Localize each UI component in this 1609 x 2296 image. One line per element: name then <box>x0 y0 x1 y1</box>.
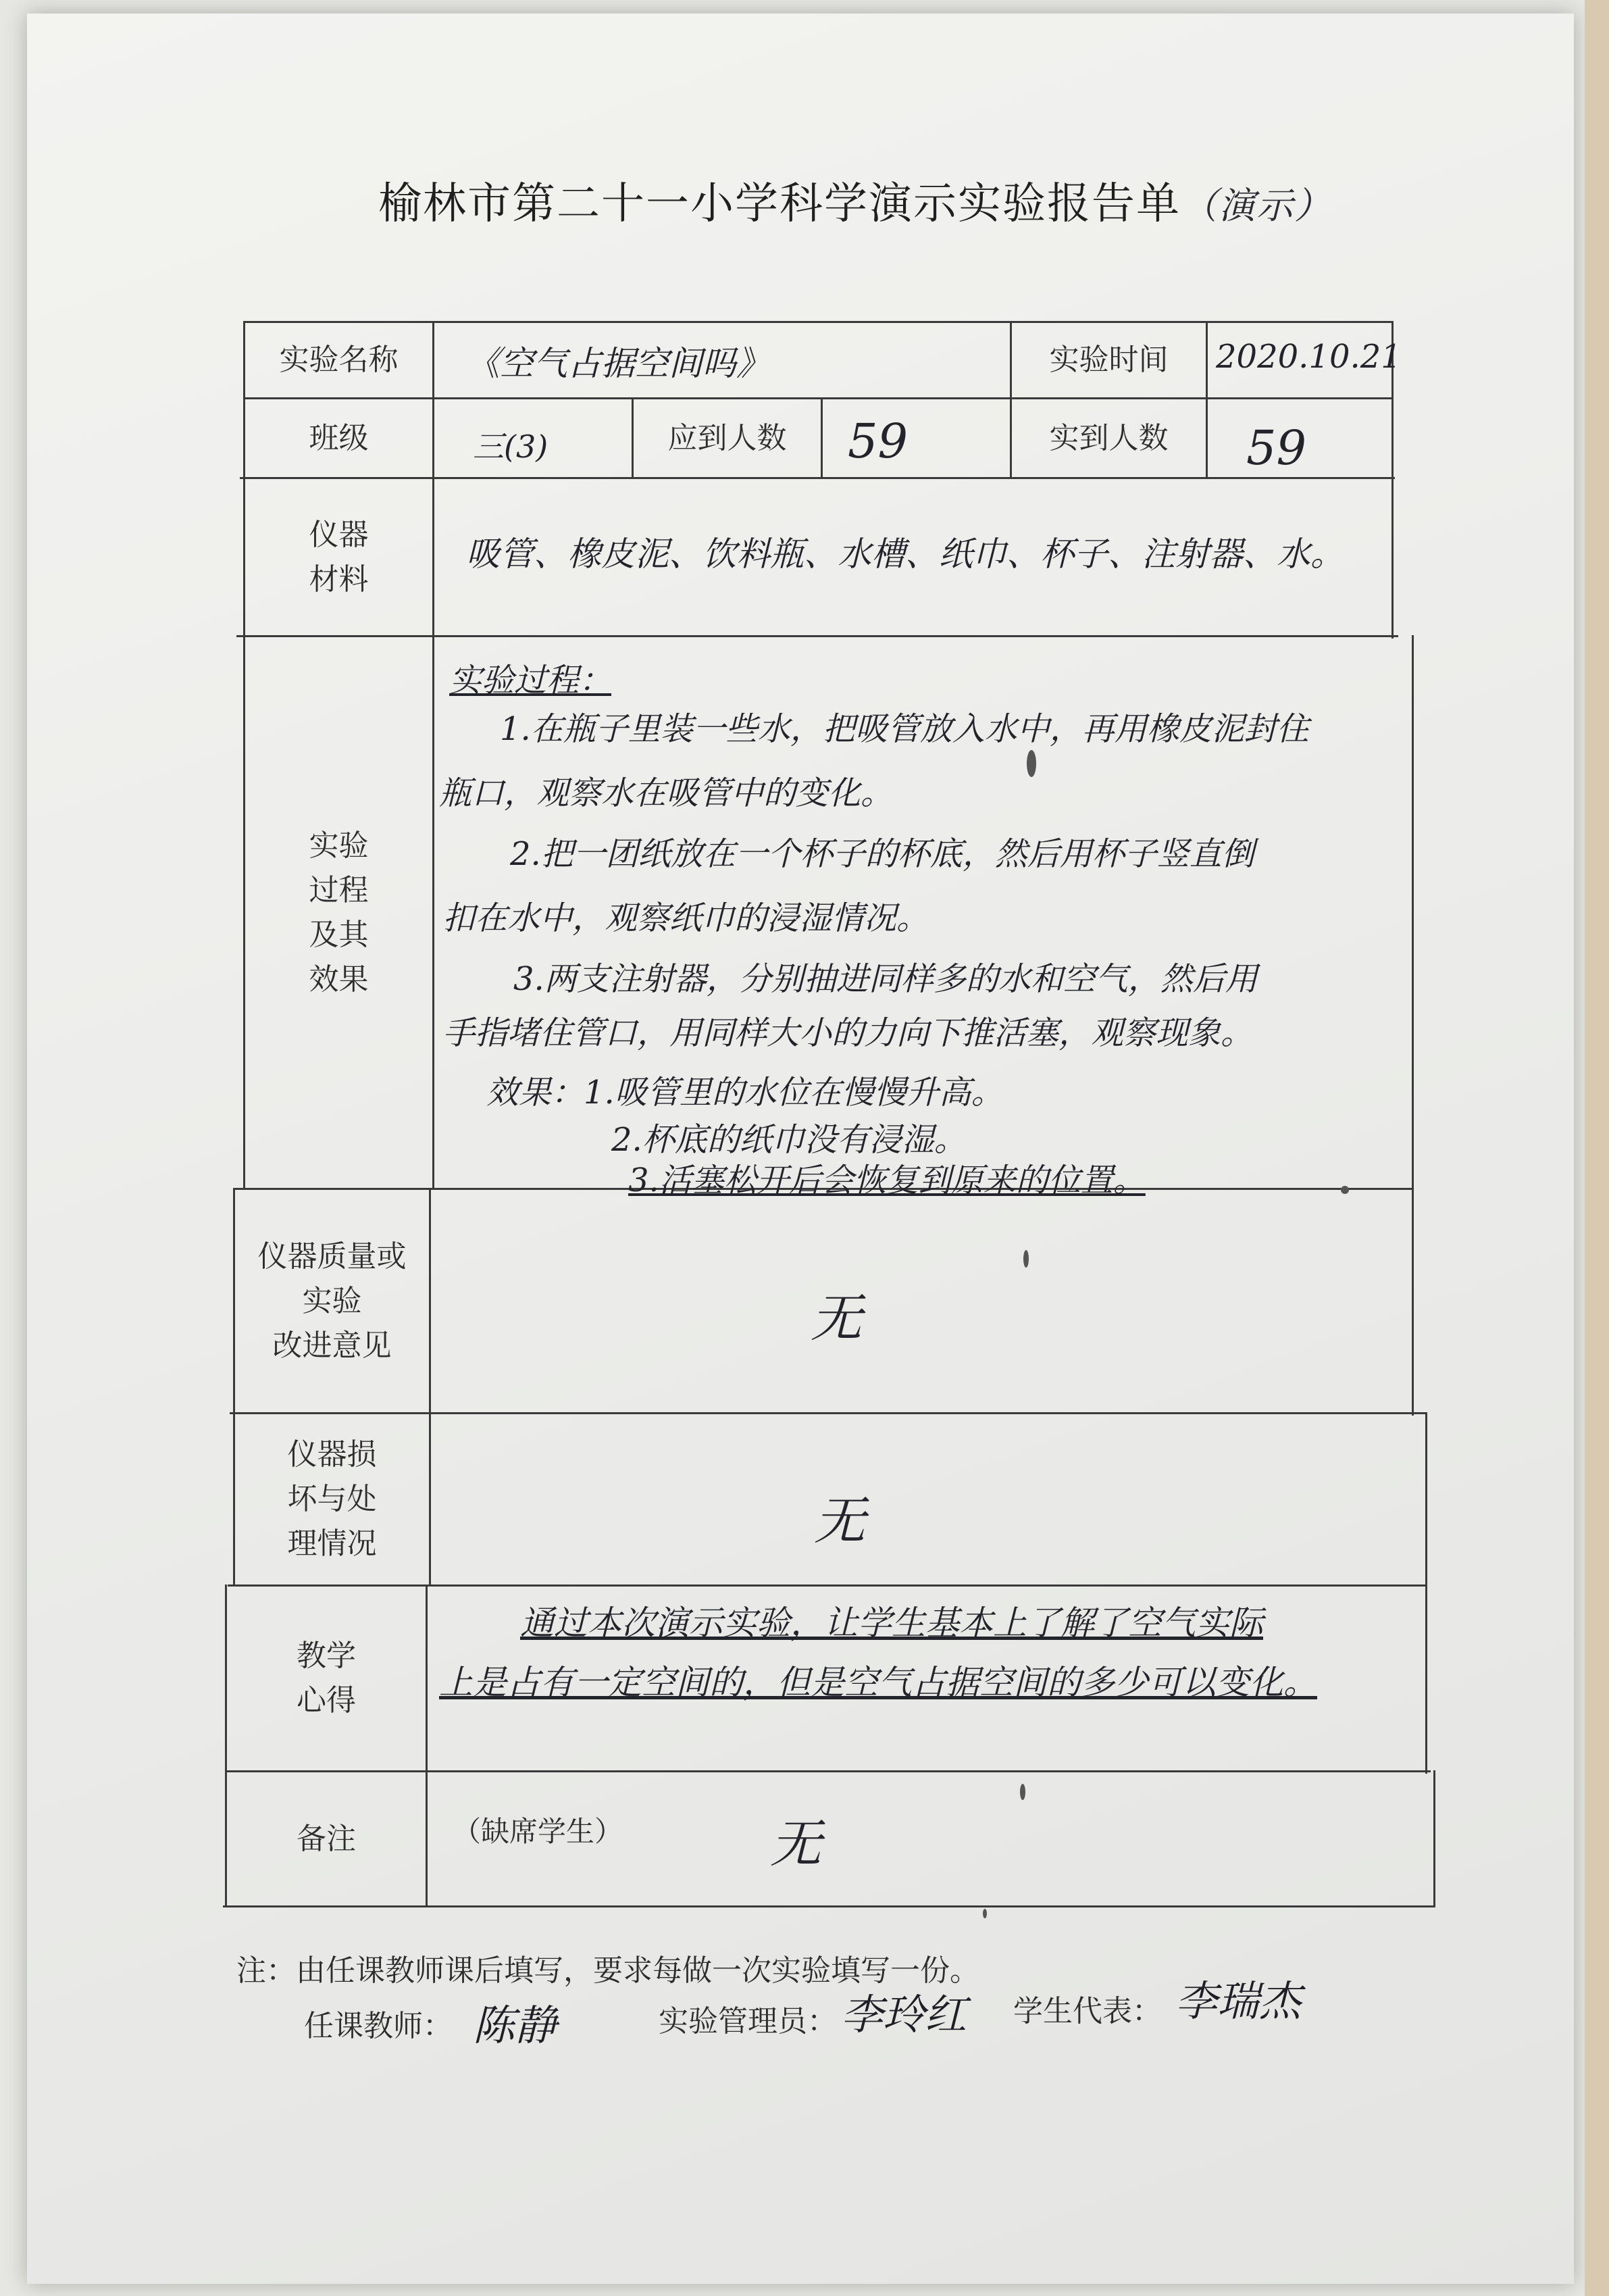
footer-note: 注：由任课教师课后填写，要求每做一次实验填写一份。 <box>236 1953 979 1988</box>
actual-count-value: 59 <box>1246 420 1307 476</box>
title-printed: 榆林市第二十一小学科学演示实验报告单 <box>378 179 1181 229</box>
remarks-value: 无 <box>770 1814 821 1874</box>
student-signature: 李瑞杰 <box>1175 1976 1302 2026</box>
quality-value: 无 <box>811 1288 862 1348</box>
process-line: 1.在瓶子里装一些水，把吸管放入水中，再用橡皮泥封住 <box>500 710 1309 748</box>
process-line: 2.把一团纸放在一个杯子的杯底，然后用杯子竖直倒 <box>510 835 1254 873</box>
result-line: 效果：1.吸管里的水位在慢慢升高。 <box>486 1074 1004 1112</box>
remarks-hint: （缺席学生） <box>453 1814 623 1848</box>
paper-speck <box>1027 750 1036 777</box>
teacher-label: 任课教师： <box>304 2009 453 2043</box>
damage-label: 仪器损 坏与处 理情况 <box>287 1437 377 1561</box>
paper-speck <box>1023 1250 1029 1268</box>
process-line: 瓶口，观察水在吸管中的变化。 <box>439 774 894 812</box>
reflection-line: 上是占有一定空间的，但是空气占据空间的多少可以变化。 <box>439 1663 1317 1702</box>
paper-speck <box>983 1909 987 1918</box>
reflection-label: 教学 心得 <box>297 1639 356 1718</box>
title-handwritten-note: （演示） <box>1181 184 1332 227</box>
remarks-label: 备注 <box>297 1821 356 1856</box>
damage-value: 无 <box>814 1491 865 1551</box>
result-line: 3.活塞松开后会恢复到原来的位置。 <box>628 1162 1146 1199</box>
paper-speck <box>1020 1784 1025 1800</box>
actual-count-label: 实到人数 <box>1049 420 1169 455</box>
process-line: 扣在水中，观察纸巾的浸湿情况。 <box>442 899 929 937</box>
materials-value: 吸管、橡皮泥、饮料瓶、水槽、纸巾、杯子、注射器、水。 <box>466 534 1344 574</box>
process-label: 实验 过程 及其 效果 <box>309 828 369 997</box>
experiment-time-value: 2020.10.21 <box>1216 338 1402 376</box>
quality-label: 仪器质量或 实验 改进意见 <box>257 1239 407 1363</box>
process-heading: 实验过程： <box>449 662 612 699</box>
process-line: 手指堵住管口，用同样大小的力向下推活塞，观察现象。 <box>442 1014 1254 1052</box>
expected-count-value: 59 <box>848 414 909 469</box>
teacher-signature: 陈静 <box>473 2001 557 2050</box>
result-line: 2.杯底的纸巾没有浸湿。 <box>611 1121 967 1159</box>
class-label: 班级 <box>309 420 369 455</box>
class-value: 三(3) <box>473 428 548 465</box>
reflection-line: 通过本次演示实验，让学生基本上了解了空气实际 <box>520 1603 1263 1643</box>
experiment-name-value: 《空气占据空间吗》 <box>466 344 770 383</box>
process-line: 3.两支注射器，分别抽进同样多的水和空气，然后用 <box>513 960 1258 998</box>
paper-speck <box>1341 1186 1349 1194</box>
experiment-time-label: 实验时间 <box>1049 343 1169 377</box>
experiment-name-label: 实验名称 <box>279 343 399 377</box>
expected-count-label: 应到人数 <box>667 420 787 455</box>
manager-label: 实验管理员： <box>659 2004 837 2039</box>
manager-signature: 李玲红 <box>841 1990 967 2039</box>
student-label: 学生代表： <box>1013 1994 1162 2028</box>
materials-label: 仪器 材料 <box>309 517 369 597</box>
